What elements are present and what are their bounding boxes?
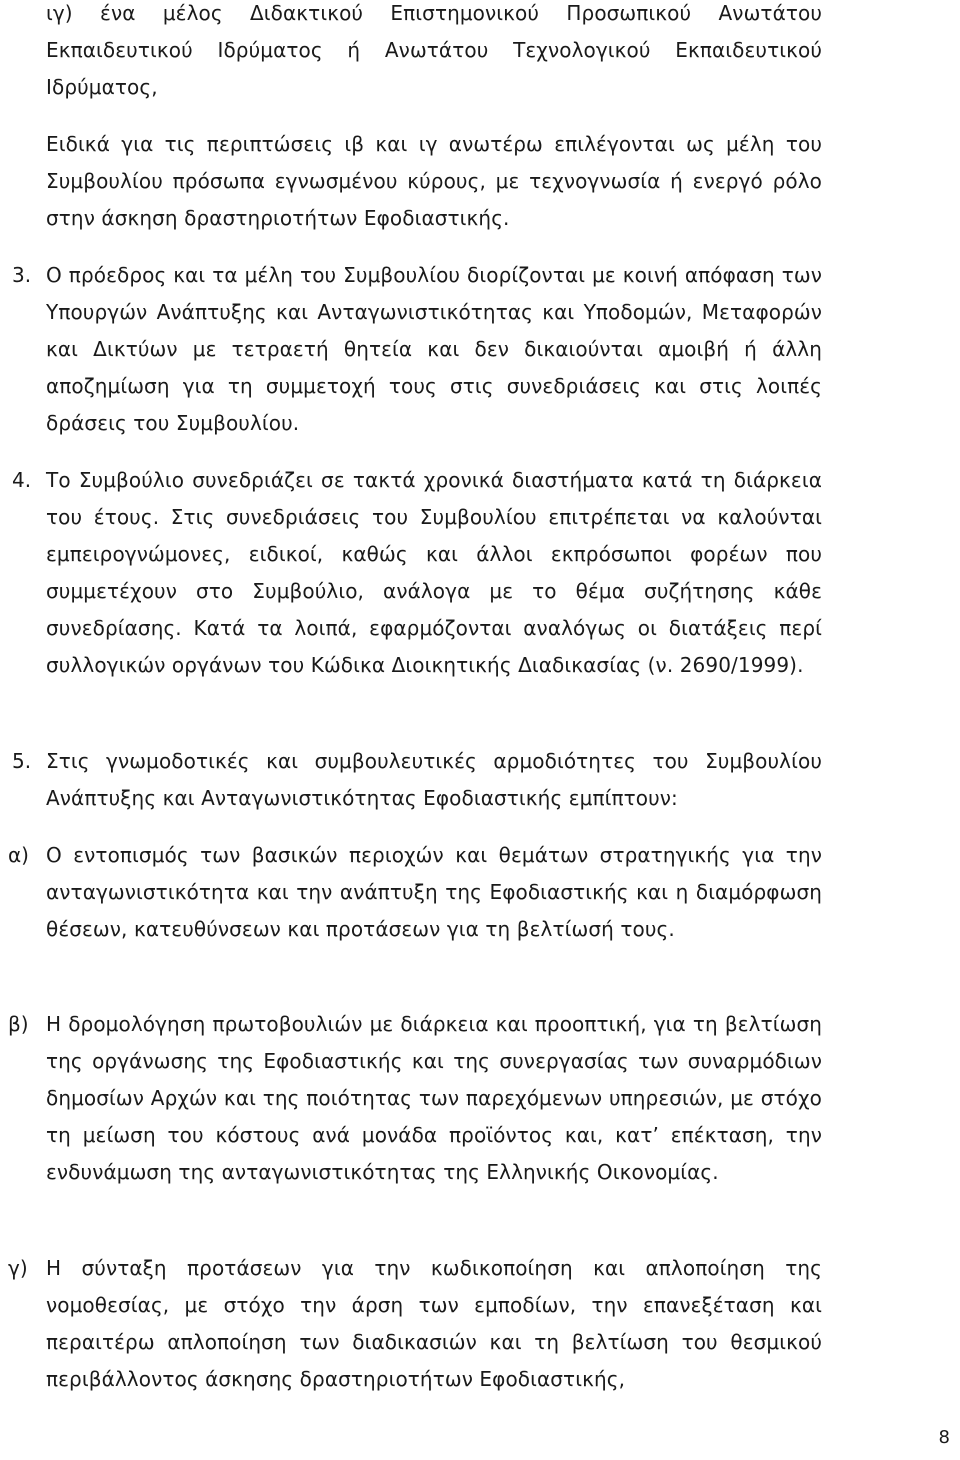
page-number: 8 bbox=[938, 1427, 950, 1448]
item-marker: α) bbox=[8, 843, 29, 867]
item-marker: 3. bbox=[12, 263, 32, 287]
item-marker: 4. bbox=[12, 468, 32, 492]
item-marker: 5. bbox=[12, 749, 32, 773]
item-text: Το Συμβούλιο συνεδριάζει σε τακτά χρονικά διαστήματα κατά τη διάρκεια του έτους. Στις συνεδριάσεις του Συμβουλίου επιτρέπεται να καλούνται εμπειρογνώμονες, ειδικοί, καθώς και άλλοι εκπρόσωποι φορέων που συμμετέχουν στο Συμβούλιο, ανάλογα με το θέμα συζήτησης κάθε συνεδρίασης. Κατά τα λοιπά, εφαρμόζονται αναλόγως οι διατάξεις περί συλλογικών οργάνων του Κώδικα Διοικητικής Διαδικασίας (ν. 2690/1999). bbox=[46, 468, 822, 677]
item-marker: β) bbox=[8, 1012, 29, 1036]
paragraph-iy: ιγ) ένα μέλος Διδακτικού Επιστημονικού Προσωπικού Ανωτάτου Εκπαιδευτικού Ιδρύματος ή Ανωτάτου Τεχνολογικού Εκπαιδευτικού Ιδρύματος, bbox=[46, 1, 822, 99]
item-text: Ο πρόεδρος και τα μέλη του Συμβουλίου διορίζονται με κοινή απόφαση των Υπουργών Ανάπτυξης και Ανταγωνιστικότητας και Υποδομών, Μεταφορών και Δικτύων με τετραετή θητεία και δεν δικαιούνται αμοιβή ή άλλη αποζημίωση για τη συμμετοχή τους στις συνεδριάσεις και στις λοιπές δράσεις του Συμβουλίου. bbox=[46, 263, 822, 435]
item-text: Η δρομολόγηση πρωτοβουλιών με διάρκεια και προοπτική, για τη βελτίωση της οργάνωσης της Εφοδιαστικής και της συνεργασίας των συναρμόδιων δημοσίων Αρχών και της ποιότητας των παρεχόμενων υπηρεσιών, με στόχο τη μείωση του κόστους ανά μονάδα προϊόντος και, κατ’ επέκταση, την ενδυνάμωση της ανταγωνιστικότητας της Ελληνικής Οικονομίας. bbox=[46, 1012, 822, 1184]
item-text: Η σύνταξη προτάσεων για την κωδικοποίηση και απλοποίηση της νομοθεσίας, με στόχο την άρση των εμποδίων, την επανεξέταση και περαιτέρω απλοποίηση των διαδικασιών και τη βελτίωση του θεσμικού περιβάλλοντος άσκησης δραστηριοτήτων Εφοδιαστικής, bbox=[46, 1256, 822, 1391]
item-text: Στις γνωμοδοτικές και συμβουλευτικές αρμοδιότητες του Συμβουλίου Ανάπτυξης και Ανταγωνιστικότητας Εφοδιαστικής εμπίπτουν: bbox=[46, 749, 822, 810]
paragraph-special-note: Ειδικά για τις περιπτώσεις ιβ και ιγ ανωτέρω επιλέγονται ως μέλη του Συμβουλίου πρόσωπα εγνωσμένου κύρους, με τεχνογνωσία ή ενεργό ρόλο στην άσκηση δραστηριοτήτων Εφοδιαστικής. bbox=[46, 132, 822, 230]
item-marker: γ) bbox=[8, 1256, 28, 1280]
item-text: Ο εντοπισμός των βασικών περιοχών και θεμάτων στρατηγικής για την ανταγωνιστικότητα και την ανάπτυξη της Εφοδιαστικής και η διαμόρφωση θέσεων, κατευθύνσεων και προτάσεων για τη βελτίωσή τους. bbox=[46, 843, 822, 941]
